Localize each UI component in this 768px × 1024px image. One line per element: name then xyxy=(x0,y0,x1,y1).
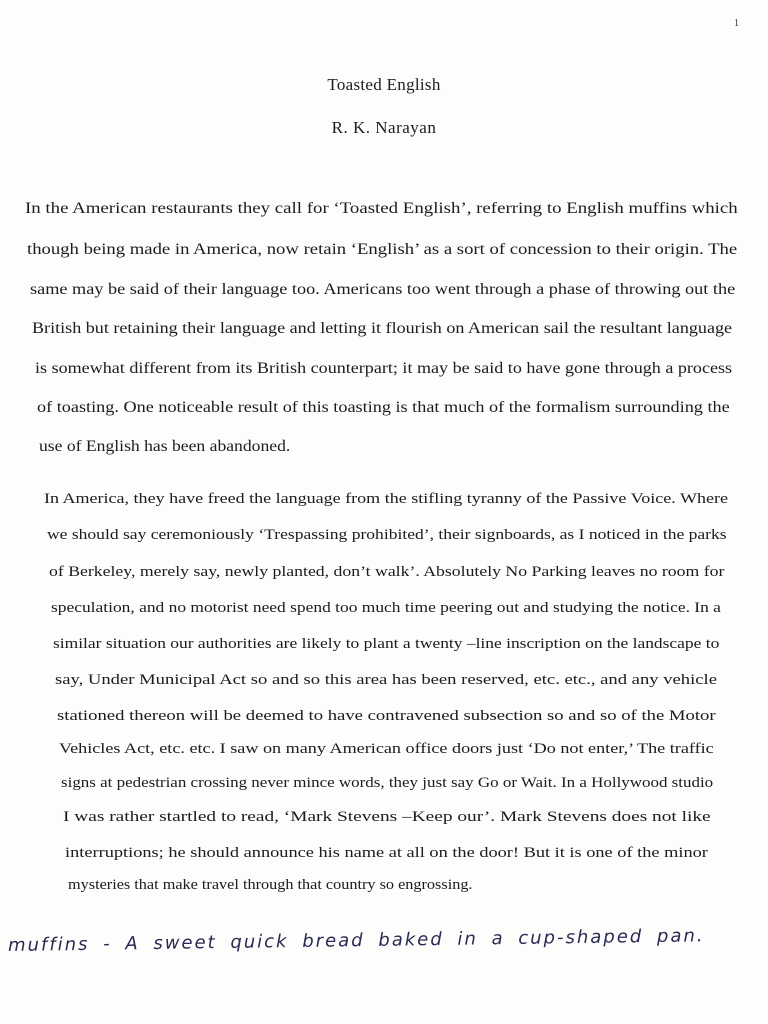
paragraph-line: speculation, and no motorist need spend too much time peering out and studying the notice. In a xyxy=(51,600,721,616)
paragraph-line: is somewhat different from its British counterpart; it may be said to have gone through a process xyxy=(35,360,733,377)
paragraph-line: we should say ceremoniously ‘Trespassing prohibited’, their signboards, as I noticed in the parks xyxy=(47,527,727,543)
paragraph-line: Vehicles Act, etc. etc. I saw on many American office doors just ‘Do not enter,’ The traffic xyxy=(59,741,714,757)
paragraph-line: though being made in America, now retain ‘English’ as a sort of concession to their origin. The xyxy=(27,241,738,258)
paragraph-line: mysteries that make travel through that country so engrossing. xyxy=(68,877,473,893)
document-title: Toasted English xyxy=(327,75,441,94)
paragraph-line: of toasting. One noticeable result of this toasting is that much of the formalism surrounding the xyxy=(37,399,730,416)
paragraph-line: interruptions; he should announce his name at all on the door! But it is one of the minor xyxy=(65,845,708,861)
paragraph-line: In America, they have freed the language from the stifling tyranny of the Passive Voice. Where xyxy=(44,491,728,507)
paragraph-line: British but retaining their language and letting it flourish on American sail the resultant language xyxy=(32,320,733,337)
paragraph-line: signs at pedestrian crossing never mince words, they just say Go or Wait. In a Hollywood studio xyxy=(61,775,714,791)
handwritten-note: muffins - A sweet quick bread baked in a cup-shaped pan. xyxy=(7,925,705,956)
paragraph-line: use of English has been abandoned. xyxy=(39,438,291,455)
paragraph-line: stationed thereon will be deemed to have contravened subsection so and so of the Motor xyxy=(57,708,716,724)
document-author: R. K. Narayan xyxy=(331,118,437,137)
paragraph-line: same may be said of their language too. Americans too went through a phase of throwing out the xyxy=(30,281,736,298)
paragraph-line: In the American restaurants they call for ‘Toasted English’, referring to English muffins which xyxy=(25,200,738,217)
paragraph-line: similar situation our authorities are likely to plant a twenty –line inscription on the landscape to xyxy=(53,636,720,652)
page-marker: 1 xyxy=(734,18,739,29)
paragraph-line: I was rather startled to read, ‘Mark Stevens –Keep our’. Mark Stevens does not like xyxy=(63,809,711,825)
paragraph-line: of Berkeley, merely say, newly planted, don’t walk’. Absolutely No Parking leaves no room for xyxy=(49,564,725,580)
paragraph-line: say, Under Municipal Act so and so this area has been reserved, etc. etc., and any vehicle xyxy=(55,672,717,688)
